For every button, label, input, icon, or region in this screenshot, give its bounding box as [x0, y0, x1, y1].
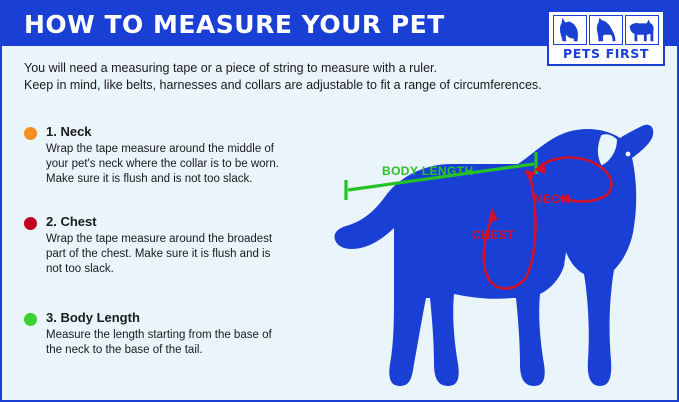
label-chest: CHEST [472, 228, 515, 242]
dog-standing-silhouette-icon [625, 15, 659, 45]
brand-logo [547, 10, 665, 66]
step-2-bullet-icon [24, 217, 37, 230]
cat-silhouette-svg [554, 16, 586, 44]
step-2-title: 2. Chest [46, 214, 97, 229]
intro-text [24, 60, 644, 94]
logo-wordmark: PETS FIRST [563, 46, 649, 61]
dog-eye-icon [626, 152, 631, 157]
step-1-title: 1. Neck [46, 124, 92, 139]
step-2-body: Wrap the tape measure around the broadest part of the chest. Make sure it is flush and is not too slack. [46, 233, 273, 275]
dog-standing-silhouette-svg [626, 16, 658, 44]
step-1-body: Wrap the tape measure around the middle of your pet's neck where the collar is to be worn. Make sure it is flush and is not too slack. [46, 143, 279, 185]
page-title: HOW TO MEASURE YOUR PET [24, 10, 445, 39]
cat-silhouette-icon [553, 15, 587, 45]
label-body-length: BODY LENGTH [382, 164, 474, 178]
dog-sitting-silhouette-icon [589, 15, 623, 45]
dog-diagram-svg [302, 102, 672, 397]
dog-diagram [302, 102, 672, 397]
step-3-bullet-icon [24, 313, 37, 326]
intro-line-1: You will need a measuring tape or a piece of string to measure with a ruler. [24, 61, 437, 75]
logo-silhouettes [553, 15, 659, 45]
step-3-title: 3. Body Length [46, 310, 140, 325]
step-3-body: Measure the length starting from the base of the neck to the base of the tail. [46, 329, 272, 356]
label-neck: NECK [534, 192, 570, 206]
step-1-bullet-icon [24, 127, 37, 140]
dog-sitting-silhouette-svg [590, 16, 622, 44]
intro-line-2: Keep in mind, like belts, harnesses and collars are adjustable to fit a range of circumferences. [24, 78, 542, 92]
